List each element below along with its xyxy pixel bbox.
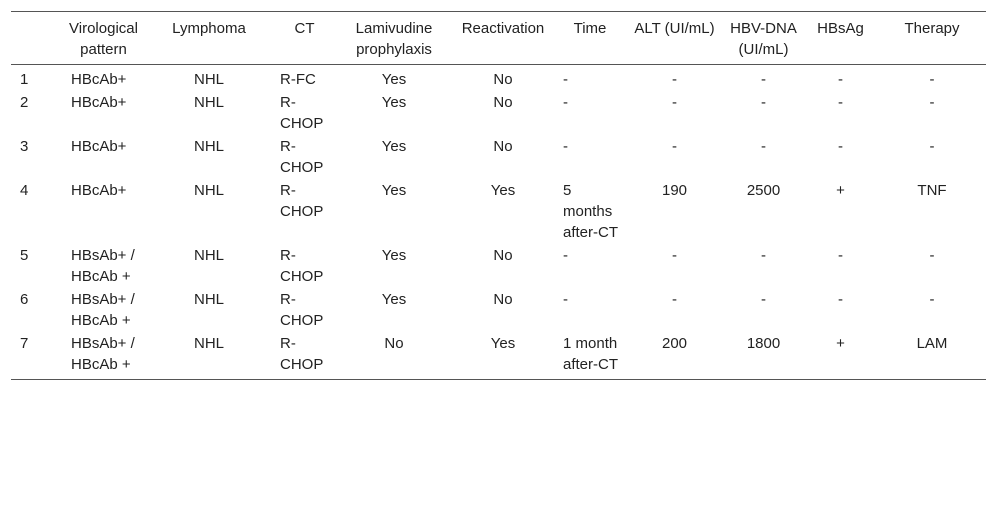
cell-reactivation: No — [493, 71, 513, 88]
cell-index: 4 — [20, 182, 29, 199]
table-container — [11, 11, 986, 380]
cell-ct: R-CHOP — [280, 247, 324, 285]
cell-ct: R-CHOP — [280, 291, 324, 329]
cell-lymphoma: NHL — [193, 138, 224, 155]
cell-index: 6 — [20, 291, 29, 308]
table-row — [11, 135, 986, 179]
cell-therapy: - — [929, 71, 935, 88]
table-row — [11, 91, 986, 135]
cell-time: - — [563, 138, 568, 155]
cell-lymphoma: NHL — [193, 71, 224, 88]
cell-index: 3 — [20, 138, 29, 155]
header-hbsag: HBsAg — [817, 20, 864, 37]
cell-virological-pattern: HBsAb+ / HBcAb + — [71, 335, 135, 373]
cell-time: - — [563, 291, 568, 308]
header-index — [11, 12, 61, 65]
header-time: Time — [573, 20, 607, 37]
cell-hbsag: - — [838, 71, 843, 88]
cell-therapy: - — [929, 247, 935, 264]
cell-reactivation: No — [493, 94, 513, 111]
cell-reactivation: No — [493, 247, 513, 264]
cell-time: 1 month after-CT — [563, 335, 619, 373]
cell-hbsag: - — [838, 247, 843, 264]
cell-lamivudine: Yes — [381, 94, 407, 111]
cell-ct: R-CHOP — [280, 182, 324, 220]
cell-ct: R-CHOP — [280, 138, 324, 176]
table-row — [11, 179, 986, 244]
cell-hbv-dna: - — [761, 138, 766, 155]
cell-therapy: - — [929, 94, 935, 111]
cell-lamivudine: Yes — [381, 247, 407, 264]
cell-hbsag: + — [836, 335, 845, 352]
table-row — [11, 65, 986, 92]
cell-hbsag: - — [838, 138, 843, 155]
cell-hbsag: + — [836, 182, 845, 199]
cell-virological-pattern: HBsAb+ / HBcAb + — [71, 291, 135, 329]
cell-therapy: LAM — [916, 335, 948, 352]
cell-hbv-dna: - — [761, 291, 766, 308]
cell-time: - — [563, 71, 568, 88]
cell-lymphoma: NHL — [193, 291, 224, 308]
cell-time: 5 months after-CT — [563, 182, 619, 241]
header-ct: CT — [294, 20, 315, 37]
cell-hbv-dna: - — [761, 94, 766, 111]
cell-lymphoma: NHL — [193, 335, 224, 352]
cell-therapy: - — [929, 291, 935, 308]
header-therapy: Therapy — [904, 20, 960, 37]
header-lymphoma: Lymphoma — [172, 20, 246, 37]
table-row — [11, 244, 986, 288]
table-header-row — [11, 12, 986, 65]
cell-time: - — [563, 94, 568, 111]
cell-reactivation: Yes — [490, 335, 516, 352]
cell-lymphoma: NHL — [193, 182, 224, 199]
cell-therapy: - — [929, 138, 935, 155]
header-alt: ALT (UI/mL) — [634, 20, 715, 37]
cell-lamivudine: Yes — [381, 291, 407, 308]
cell-virological-pattern: HBsAb+ / HBcAb + — [71, 247, 135, 285]
cell-lamivudine: Yes — [381, 138, 407, 155]
cell-virological-pattern: HBcAb+ — [71, 138, 127, 155]
cell-hbv-dna: - — [761, 71, 766, 88]
cell-lymphoma: NHL — [193, 94, 224, 111]
cell-alt: - — [672, 138, 677, 155]
cell-ct: R-CHOP — [280, 94, 324, 132]
cell-hbv-dna: - — [761, 247, 766, 264]
cell-virological-pattern: HBcAb+ — [71, 182, 127, 199]
cell-index: 7 — [20, 335, 29, 352]
patient-table — [11, 11, 986, 380]
header-virological-pattern: Virological pattern — [69, 20, 138, 58]
header-reactivation: Reactivation — [461, 20, 545, 37]
cell-hbsag: - — [838, 291, 843, 308]
header-lamivudine-prophylaxis: Lamivudine prophylaxis — [355, 20, 433, 58]
cell-lamivudine: Yes — [381, 182, 407, 199]
cell-hbsag: - — [838, 94, 843, 111]
cell-alt: - — [672, 291, 677, 308]
cell-virological-pattern: HBcAb+ — [71, 94, 127, 111]
cell-hbv-dna: 2500 — [746, 182, 781, 199]
cell-reactivation: Yes — [490, 182, 516, 199]
cell-therapy: TNF — [917, 182, 947, 199]
cell-index: 2 — [20, 94, 29, 111]
cell-ct: R-FC — [280, 71, 316, 88]
cell-alt: - — [672, 247, 677, 264]
cell-lymphoma: NHL — [193, 247, 224, 264]
cell-alt: 200 — [661, 335, 688, 352]
cell-lamivudine: Yes — [381, 71, 407, 88]
cell-alt: - — [672, 94, 677, 111]
cell-alt: 190 — [661, 182, 688, 199]
table-row — [11, 288, 986, 332]
cell-virological-pattern: HBcAb+ — [71, 71, 127, 88]
cell-time: - — [563, 247, 568, 264]
cell-index: 5 — [20, 247, 29, 264]
cell-reactivation: No — [493, 291, 513, 308]
table-row — [11, 332, 986, 380]
cell-alt: - — [672, 71, 677, 88]
cell-ct: R-CHOP — [280, 335, 324, 373]
header-hbv-dna: HBV-DNA (UI/mL) — [730, 20, 797, 58]
cell-reactivation: No — [493, 138, 513, 155]
cell-hbv-dna: 1800 — [746, 335, 781, 352]
cell-lamivudine: No — [384, 335, 404, 352]
cell-index: 1 — [20, 71, 29, 88]
